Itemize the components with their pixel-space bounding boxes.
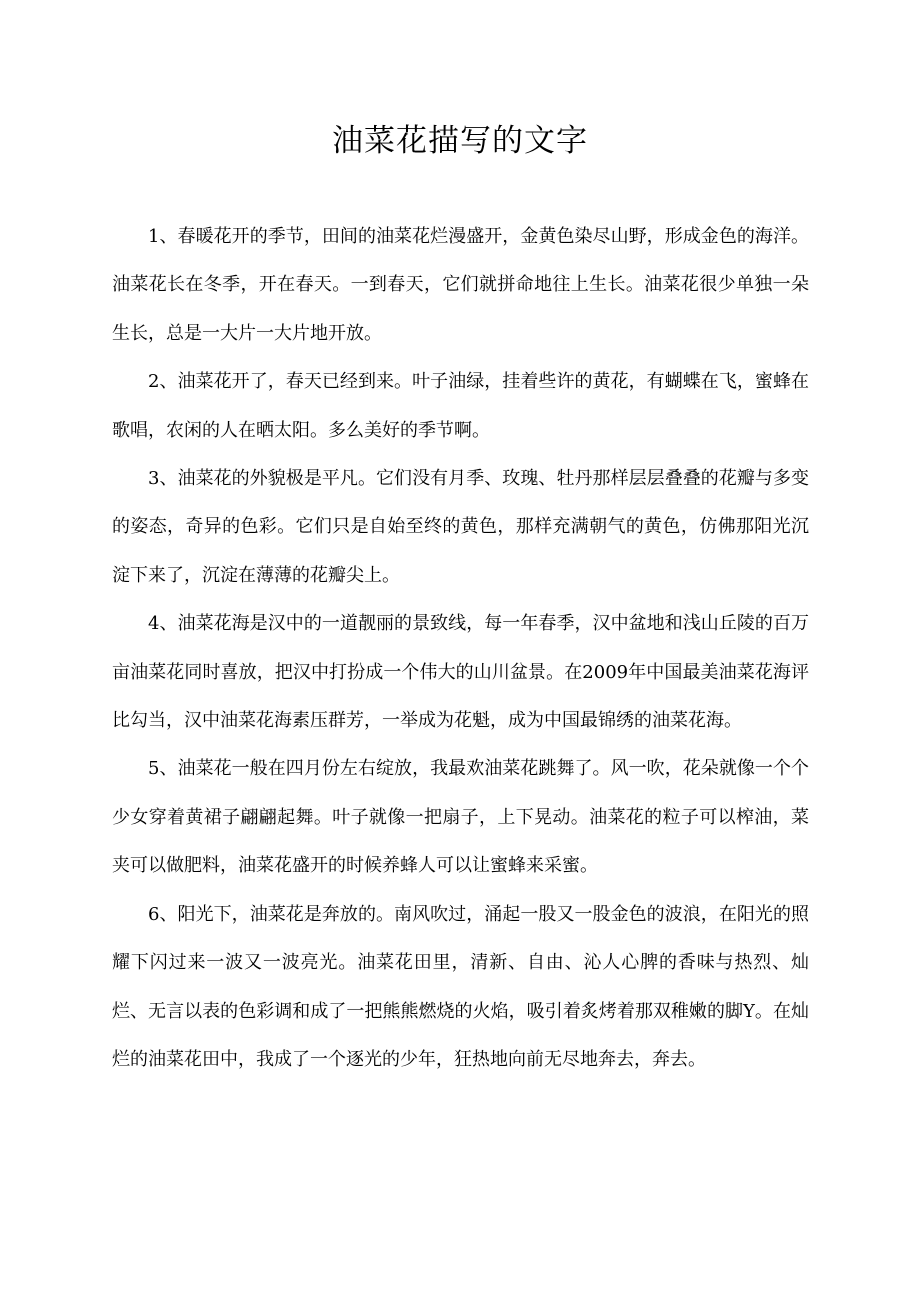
paragraph-1: 1、春暖花开的季节，田间的油菜花烂漫盛开，金黄色染尽山野，形成金色的海洋。油菜花长在冬季，开在春天。一到春天，它们就拼命地往上生长。油菜花很少单独一朵生长，总是一大片一大片地开放。 bbox=[112, 226, 809, 344]
paragraph-3: 3、油菜花的外貌极是平凡。它们没有月季、玫瑰、牡丹那样层层叠叠的花瓣与多变的姿态，奇异的色彩。它们只是自始至终的黄色，那样充满朝气的黄色，仿佛那阳光沉淀下来了，沉淀在薄薄的花瓣尖上。 bbox=[112, 468, 809, 586]
paragraph-5: 5、油菜花一般在四月份左右绽放，我最欢油菜花跳舞了。风一吹，花朵就像一个个少女穿着黄裙子翩翩起舞。叶子就像一把扇子，上下晃动。油菜花的粒子可以榨油，菜夹可以做肥料，油菜花盛开的时候养蜂人可以让蜜蜂来采蜜。 bbox=[112, 758, 809, 877]
paragraph-4: 4、油菜花海是汉中的一道靓丽的景致线，每一年春季，汉中盆地和浅山丘陵的百万亩油菜花同时喜放，把汉中打扮成一个伟大的山川盆景。在2009年中国最美油菜花海评比勾当，汉中油菜花海素压群芳，一举成为花魁，成为中国最锦绣的油菜花海。 bbox=[112, 613, 809, 732]
page-title: 油菜花描写的文字 bbox=[332, 123, 588, 159]
document-body bbox=[112, 213, 809, 1084]
paragraph-6: 6、阳光下，油菜花是奔放的。南风吹过，涌起一股又一股金色的波浪，在阳光的照耀下闪过来一波又一波亮光。油菜花田里，清新、自由、沁人心脾的香味与热烈、灿烂、无言以表的色彩调和成了一把熊熊燃烧的火焰，吸引着炙烤着那双稚嫩的脚Y。在灿烂的油菜花田中，我成了一个逐光的少年，狂热地向前无尽地奔去，奔去。 bbox=[112, 903, 809, 1070]
paragraph-2: 2、油菜花开了，春天已经到来。叶子油绿，挂着些许的黄花，有蝴蝶在飞，蜜蜂在歌唱，农闲的人在晒太阳。多么美好的季节啊。 bbox=[112, 371, 809, 441]
